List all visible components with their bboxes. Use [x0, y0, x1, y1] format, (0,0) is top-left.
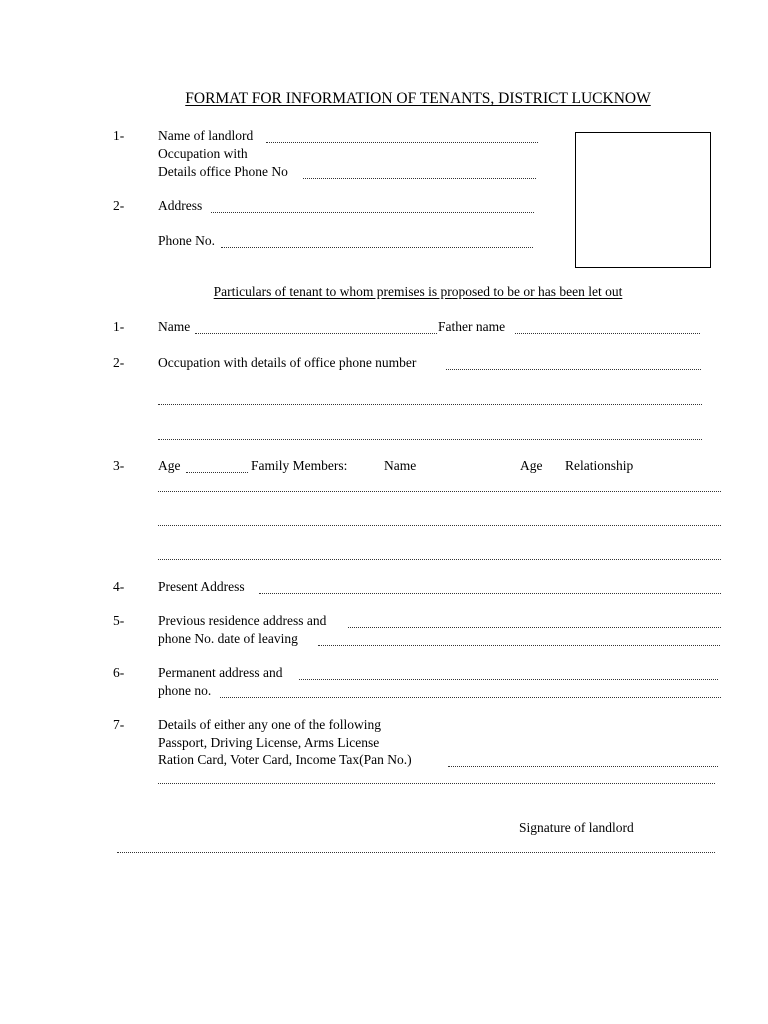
occupation-label: Occupation with details of office phone number	[158, 355, 417, 370]
id-details-field[interactable]	[448, 754, 718, 767]
permanent-phone-label: phone no.	[158, 683, 212, 698]
tenant-name-field[interactable]	[195, 321, 437, 334]
family-members-label: Family Members:	[251, 458, 348, 473]
age-label: Age	[158, 458, 181, 473]
landlord-name-label: Name of landlord	[158, 128, 254, 143]
item-number: 1-	[113, 319, 125, 334]
occupation-field-line[interactable]	[158, 427, 702, 440]
permanent-address-label: Permanent address and	[158, 665, 283, 680]
landlord-occupation-label: Occupation with	[158, 146, 248, 161]
father-name-label: Father name	[438, 319, 506, 334]
item-number: 4-	[113, 579, 125, 594]
date-of-leaving-label: phone No. date of leaving	[158, 631, 298, 646]
item-number: 2-	[113, 355, 125, 370]
family-field-line[interactable]	[158, 513, 721, 526]
family-age-column: Age	[520, 458, 543, 473]
previous-address-field[interactable]	[348, 615, 721, 628]
landlord-phone-label: Details office Phone No	[158, 164, 288, 179]
permanent-phone-field[interactable]	[220, 685, 721, 698]
landlord-phone-no-field[interactable]	[221, 235, 533, 248]
family-field-line[interactable]	[158, 547, 721, 560]
signature-label: Signature of landlord	[519, 820, 634, 835]
landlord-address-label: Address	[158, 198, 203, 213]
permanent-address-field[interactable]	[299, 667, 718, 680]
date-of-leaving-field[interactable]	[318, 633, 720, 646]
landlord-phone-no-label: Phone No.	[158, 233, 215, 248]
landlord-phone-field[interactable]	[303, 166, 536, 179]
occupation-field[interactable]	[446, 357, 701, 370]
id-details-label: Details of either any one of the following	[158, 717, 382, 732]
section-subtitle: Particulars of tenant to whom premises is proposed to be or has been let out	[213, 284, 623, 299]
id-types-label-2: Ration Card, Voter Card, Income Tax(Pan No.)	[158, 752, 412, 767]
landlord-name-field[interactable]	[266, 130, 538, 143]
item-number: 5-	[113, 613, 125, 628]
present-address-label: Present Address	[158, 579, 245, 594]
signature-line[interactable]	[117, 840, 715, 853]
age-field[interactable]	[186, 460, 248, 473]
family-field-line[interactable]	[158, 479, 721, 492]
form-title: FORMAT FOR INFORMATION OF TENANTS, DISTRICT LUCKNOW	[185, 90, 651, 107]
photo-box	[575, 132, 711, 268]
item-number: 6-	[113, 665, 125, 680]
occupation-field-line[interactable]	[158, 392, 702, 405]
previous-address-label: Previous residence address and	[158, 613, 327, 628]
landlord-address-field[interactable]	[211, 200, 534, 213]
present-address-field[interactable]	[259, 581, 721, 594]
id-details-field-line[interactable]	[158, 771, 715, 784]
tenant-name-label: Name	[158, 319, 191, 334]
family-name-column: Name	[384, 458, 417, 473]
family-relationship-column: Relationship	[565, 458, 634, 473]
item-number: 3-	[113, 458, 125, 473]
item-number: 2-	[113, 198, 125, 213]
item-number: 7-	[113, 717, 125, 732]
id-types-label: Passport, Driving License, Arms License	[158, 735, 380, 750]
item-number: 1-	[113, 128, 125, 143]
father-name-field[interactable]	[515, 321, 700, 334]
